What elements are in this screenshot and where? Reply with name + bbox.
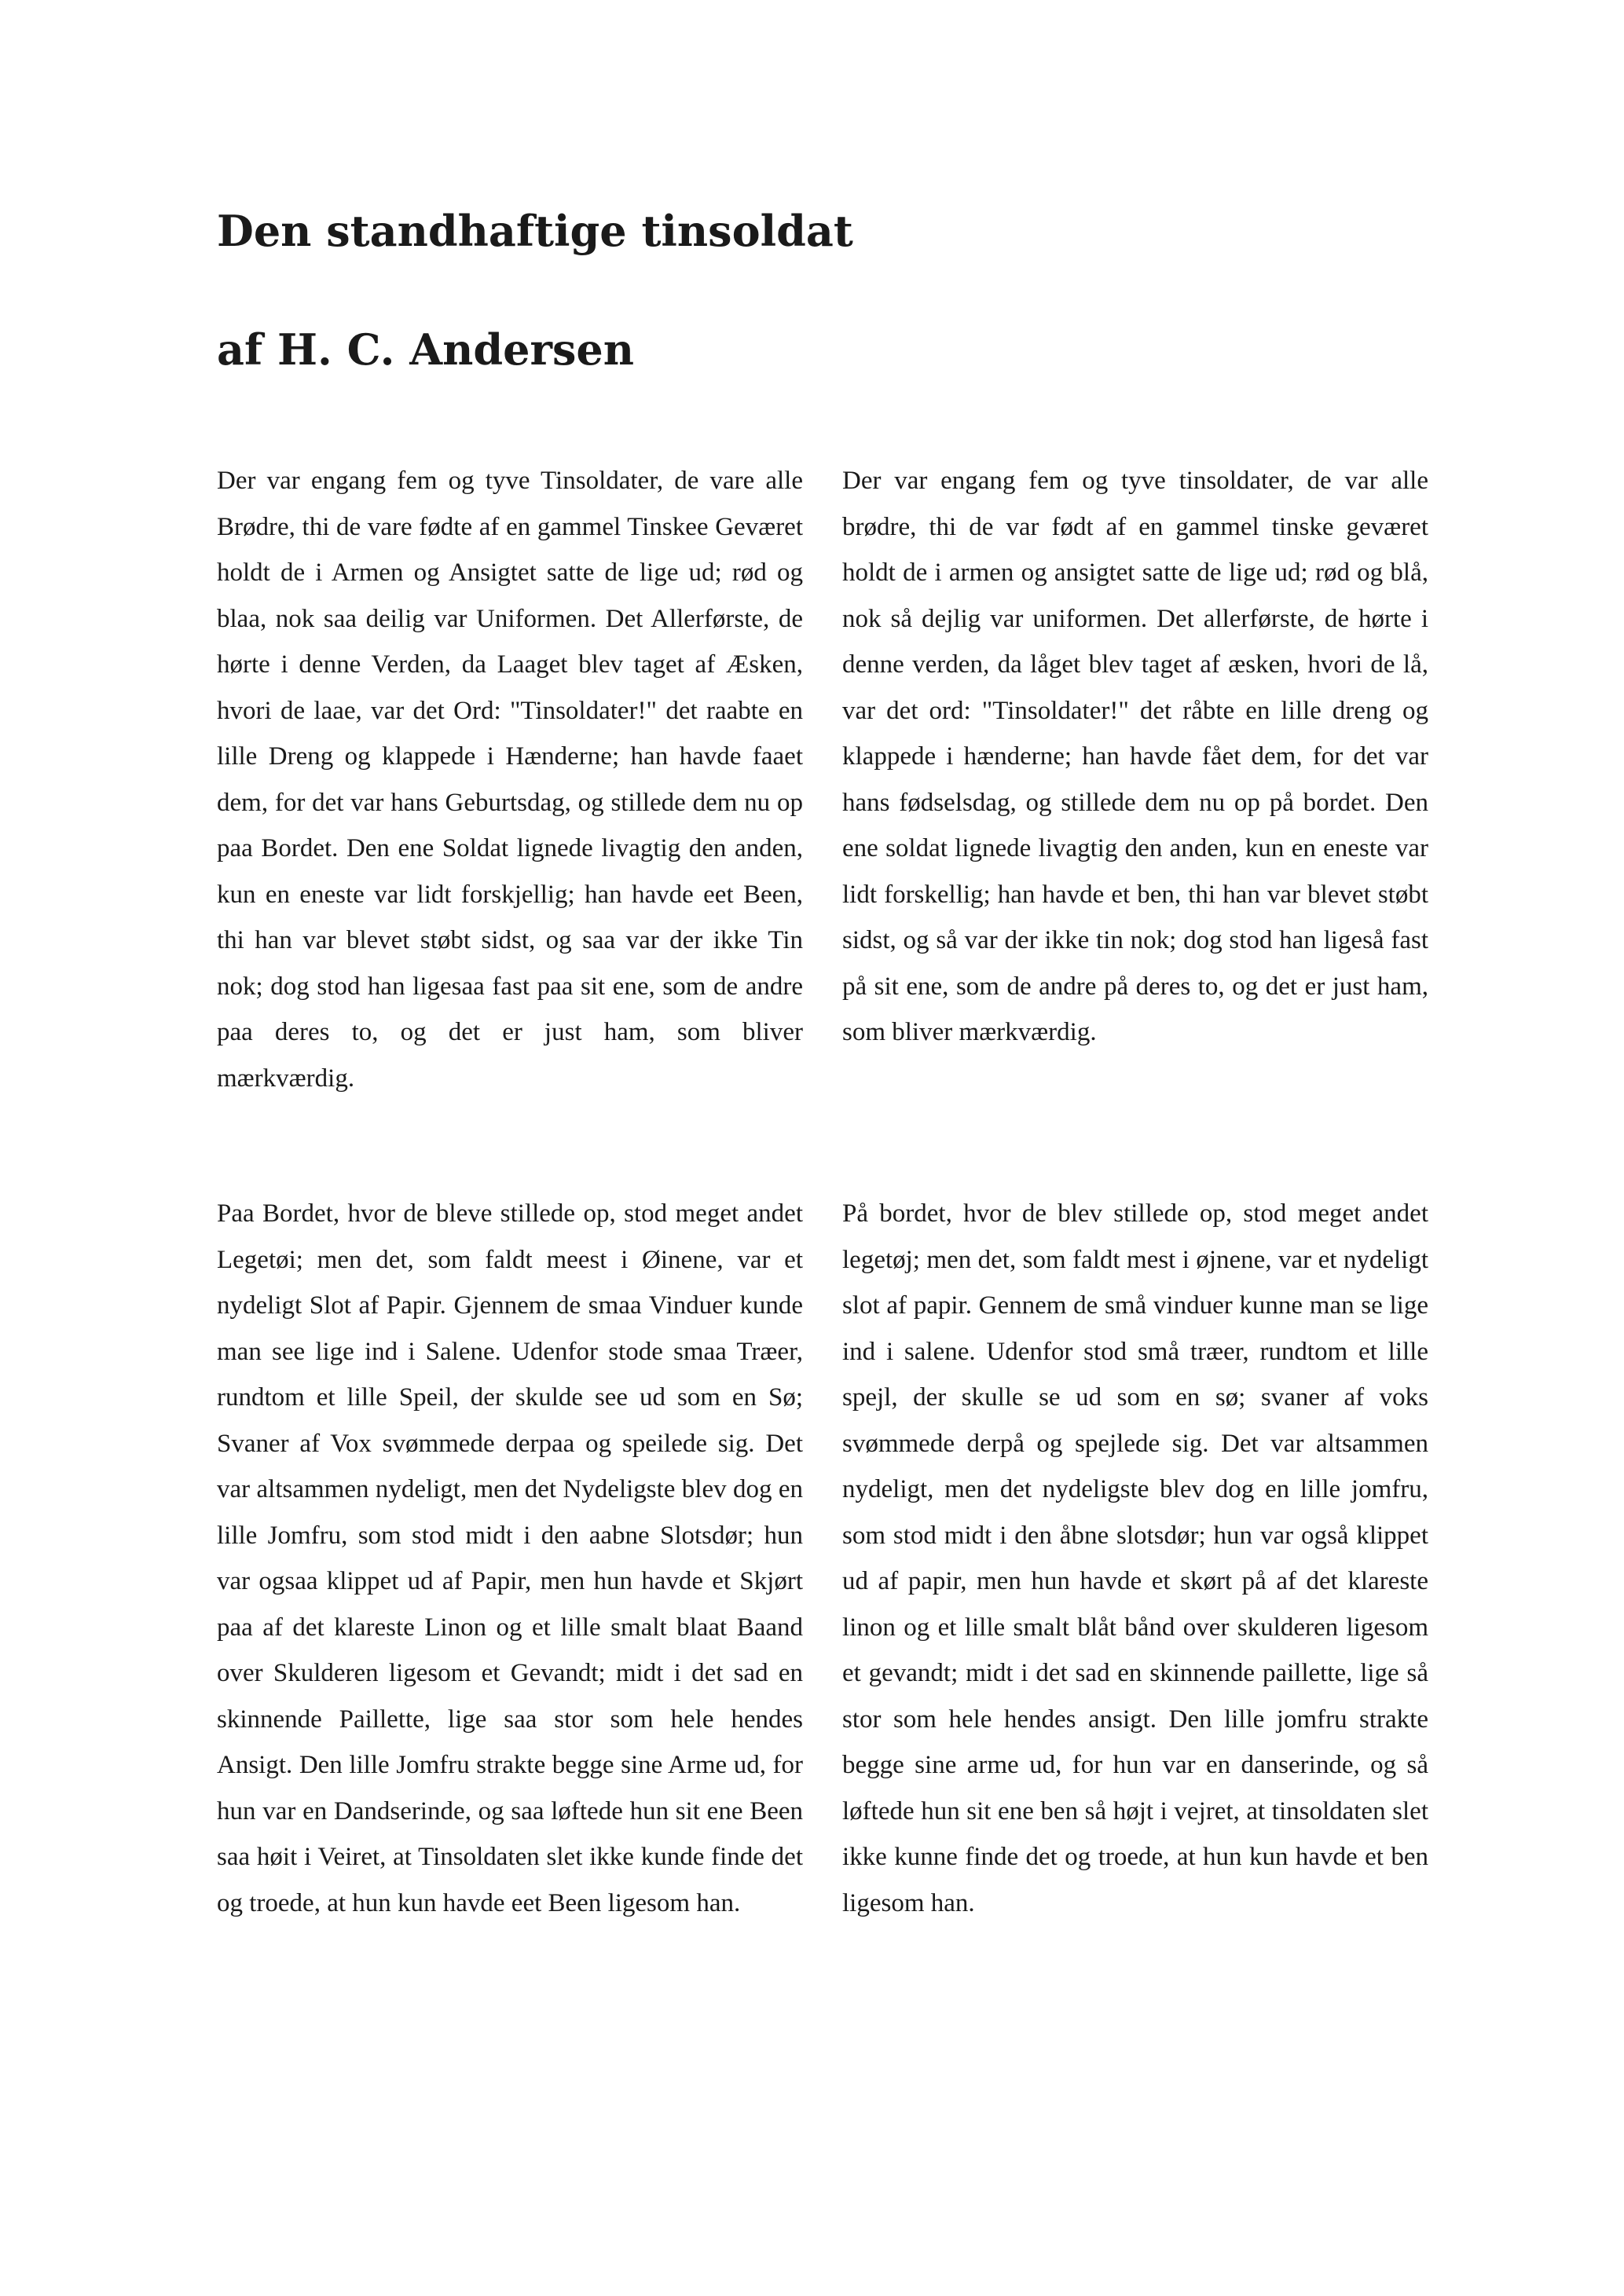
paragraph-text: Der var engang fem og tyve tinsoldater, de var alle brødre, thi de var født af en gammel tinske geværet holdt de i armen og ansigtet satte de lige ud; rød og blå, nok så dejlig var uniformen. Det allerførste, de hørte i denne verden, da låget blev taget af æsken, hvori de lå, var det ord: "Tinsoldater!" det råbte en lille dreng og klappede i hænderne; han havde fået dem, for det var hans fødselsdag, og stillede dem nu op på bordet. Den ene soldat lignede livagtig den anden, kun en eneste var lidt forskellig; han havde et ben, thi han var blevet støbt sidst, og så var der ikke tin nok; dog stod han ligeså fast på sit ene, som de andre på deres to, og det er just ham, som bliver mærkværdig. xyxy=(842,467,1428,1046)
document-author-heading: af H. C. Andersen xyxy=(217,324,635,375)
paragraph-text: Der var engang fem og tyve Tinsoldater, de vare alle Brødre, thi de vare fødte af en gammel Tinskee Geværet holdt de i Armen og Ansigtet satte de lige ud; rød og blaa, nok saa deilig var Uniformen. Det Allerførste, de hørte i denne Verden, da Laaget blev taget af Æsken, hvori de laae, var det Ord: "Tinsoldater!" det raabte en lille Dreng og klappede i Hænderne; han havde faaet dem, for det var hans Geburtsdag, og stillede dem nu op paa Bordet. Den ene Soldat lignede livagtig den anden, kun en eneste var lidt forskjellig; han havde eet Been, thi han var blevet støbt sidst, og saa var der ikke Tin nok; dog stod han ligesaa fast paa sit ene, som de andre paa deres to, og det er just ham, som bliver mærkværdig. xyxy=(217,467,803,1093)
right-column-paragraph-1 xyxy=(842,458,1428,1056)
right-column-paragraph-2 xyxy=(842,1191,1428,1926)
document-title: Den standhaftige tinsoldat xyxy=(217,206,853,256)
left-column-paragraph-2 xyxy=(217,1191,803,1926)
paragraph-text: Paa Bordet, hvor de bleve stillede op, stod meget andet Legetøi; men det, som faldt meest i Øinene, var et nydeligt Slot af Papir. Gjennem de smaa Vinduer kunde man see lige ind i Salene. Udenfor stode smaa Træer, rundtom et lille Speil, der skulde see ud som en Sø; Svaner af Vox svømmede derpaa og speilede sig. Det var altsammen nydeligt, men det Nydeligste blev dog en lille Jomfru, som stod midt i den aabne Slotsdør; hun var ogsaa klippet ud af Papir, men hun havde et Skjørt paa af det klareste Linon og et lille smalt blaat Baand over Skulderen ligesom et Gevandt; midt i det sad en skinnende Paillette, lige saa stor som hele hendes Ansigt. Den lille Jomfru strakte begge sine Arme ud, for hun var en Dandserinde, og saa løftede hun sit ene Been saa høit i Veiret, at Tinsoldaten slet ikke kunde finde det og troede, at hun kun havde eet Been ligesom han. xyxy=(217,1199,803,1917)
paragraph-text: På bordet, hvor de blev stillede op, stod meget andet legetøj; men det, som faldt mest i øjnene, var et nydeligt slot af papir. Gennem de små vinduer kunne man se lige ind i salene. Udenfor stod små træer, rundtom et lille spejl, der skulle se ud som en sø; svaner af voks svømmede derpå og spejlede sig. Det var altsammen nydeligt, men det nydeligste blev dog en lille jomfru, som stod midt i den åbne slotsdør; hun var også klippet ud af papir, men hun havde et skørt på af det klareste linon og et lille smalt blåt bånd over skulderen ligesom et gevandt; midt i det sad en skinnende paillette, lige så stor som hele hendes ansigt. Den lille jomfru strakte begge sine arme ud, for hun var en danserinde, og så løftede hun sit ene ben så højt i vejret, at tinsoldaten slet ikke kunne finde det og troede, at hun kun havde et ben ligesom han. xyxy=(842,1199,1428,1917)
left-column-paragraph-1 xyxy=(217,458,803,1101)
